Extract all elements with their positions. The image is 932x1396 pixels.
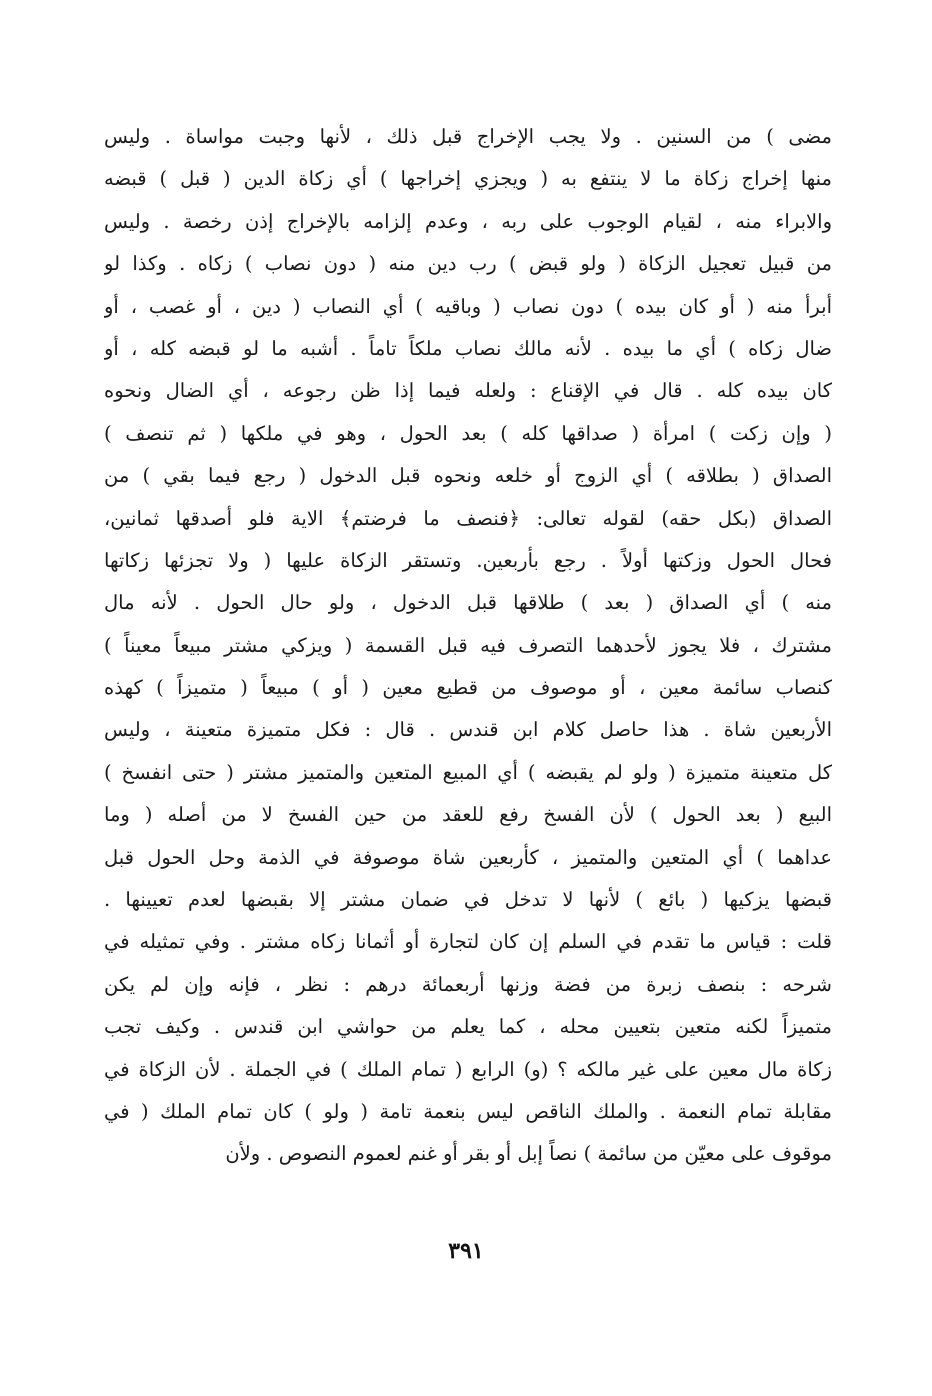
text-line: أبرأ منه ( أو كان بيده ) دون نصاب ( وباقيه ) أي النصاب ( دين ، أو غصب ، أو xyxy=(104,294,832,318)
text-line: زكاة مال معين على غير مالكه ؟ (و) الرابع ( تمام الملك ) في الجملة . لأن الزكاة في xyxy=(104,1057,832,1081)
text-line: شرحه : بنصف زبرة من فضة وزنها أربعمائة درهم : نظر ، فإنه وإن لم يكن xyxy=(104,972,832,996)
text-line: من قبيل تعجيل الزكاة ( ولو قبض ) رب دين منه ( دون نصاب ) زكاه . وكذا لو xyxy=(104,252,832,276)
text-line: مشترك ، فلا يجوز لأحدهما التصرف فيه قبل القسمة ( ويزكي مشتر مبيعاً معيناً ) xyxy=(104,633,832,657)
text-line: ( وإن زكت ) امرأة ( صداقها كله ) بعد الحول ، وهو في ملكها ( ثم تنصف ) xyxy=(104,421,832,445)
text-line: الصداق ( بطلاقه ) أي الزوج أو خلعه ونحوه قبل الدخول ( رجع فيما بقي ) من xyxy=(104,464,832,488)
text-line: كان بيده كله . قال في الإقناع : ولعله فيما إذا ظن رجوعه ، أي الضال ونحوه xyxy=(104,379,832,403)
text-line: ضال زكاه ) أي ما بيده . لأنه مالك نصاب ملكاً تاماً . أشبه ما لو قبضه كله ، أو xyxy=(104,336,832,360)
text-line: عداهما ) أي المتعين والمتميز ، كأربعين شاة موصوفة في الذمة وحل الحول قبل xyxy=(104,845,832,869)
text-line: كل متعينة متميزة ( ولو لم يقبضه ) أي المبيع المتعين والمتميز مشتر ( حتى انفسخ ) xyxy=(104,760,832,784)
text-line: الأربعين شاة . هذا حاصل كلام ابن قندس . قال : فكل متميزة متعينة ، وليس xyxy=(104,718,832,742)
text-line: موقوف على معيّن من سائمة ) نصاً إبل أو بقر أو غنم لعموم النصوص . ولأن xyxy=(225,1142,832,1166)
text-line: منه ) أي الصداق ( بعد ) طلاقها قبل الدخول ، ولو حال الحول . لأنه مال xyxy=(104,591,832,615)
body-text xyxy=(104,116,832,1176)
text-line: قلت : قياس ما تقدم في السلم إن كان لتجارة أو أثمانا زكاه مشتر . وفي تمثيله في xyxy=(104,930,832,954)
text-line: مضى ) من السنين . ولا يجب الإخراج قبل ذلك ، لأنها وجبت مواساة . وليس xyxy=(104,125,832,148)
text-line: كنصاب سائمة معين ، أو موصوف من قطيع معين ( أو ) مبيعاً ( متميزاً ) كهذه xyxy=(104,676,832,700)
text-line: والابراء منه ، لقيام الوجوب على ربه ، وعدم إلزامه بالإخراج إذن رخصة . وليس xyxy=(104,209,832,233)
text-line: فحال الحول وزكتها أولاً . رجع بأربعين. وتستقر الزكاة عليها ( ولا تجزئها زكاتها xyxy=(104,548,832,572)
text-line: متميزاً لكنه متعين بتعيين محله ، كما يعلم من حواشي ابن قندس . وكيف تجب xyxy=(104,1015,832,1039)
text-line: قبضها يزكيها ( بائع ) لأنها لا تدخل في ضمان مشتر إلا بقبضها لعدم تعيينها . xyxy=(104,888,832,912)
text-line: الصداق (بكل حقه) لقوله تعالى: ﴿فنصف ما فرضتم﴾ الاية فلو أصدقها ثمانين، xyxy=(104,506,832,530)
text-line: البيع ( بعد الحول ) لأن الفسخ رفع للعقد من حين الفسخ لا من أصله ( وما xyxy=(104,803,832,827)
page-number: ٣٩١ xyxy=(448,1238,484,1264)
text-line: منها إخراج زكاة ما لا ينتفع به ( ويجزي إخراجها ) أي زكاة الدين ( قبل ) قبضه xyxy=(104,167,832,191)
text-line: مقابلة تمام النعمة . والملك الناقص ليس بنعمة تامة ( ولو ) كان تمام الملك ( في xyxy=(104,1099,832,1123)
